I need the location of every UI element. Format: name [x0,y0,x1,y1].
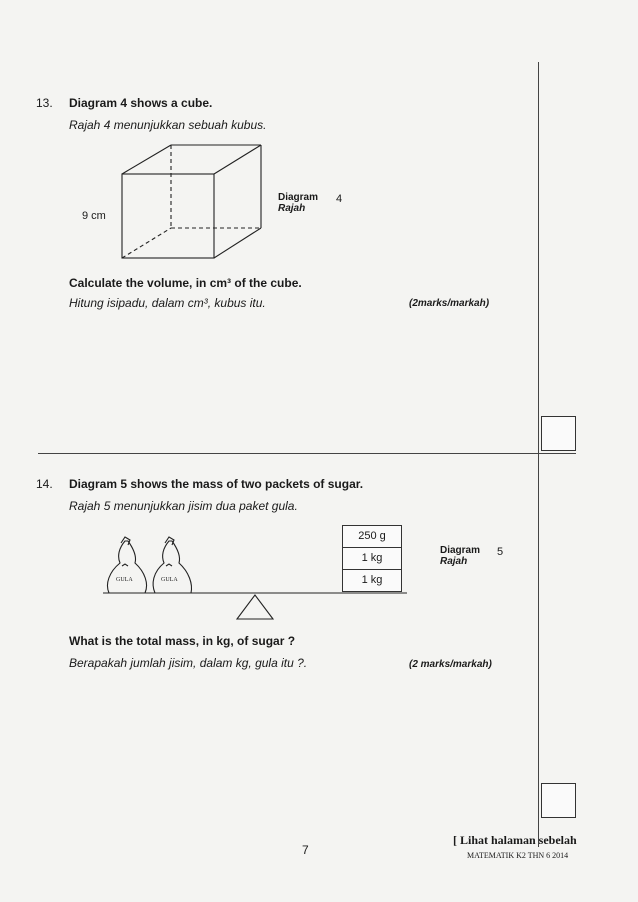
q13-question-my: Hitung isipadu, dalam cm³, kubus itu. [69,296,266,310]
margin-line [538,62,539,847]
paper-code: MATEMATIK K2 THN 6 2014 [467,851,569,860]
q13-title-my: Rajah 4 menunjukkan sebuah kubus. [69,118,267,132]
q13-diagram-number: 4 [336,193,343,205]
weight-label: 1 kg [361,574,383,586]
weight-label: 1 kg [361,552,383,564]
q14-diagram-label-en: Diagram [440,545,481,556]
page-number: 7 [302,843,309,857]
q13-question-en: Calculate the volume, in cm³ of the cube. [69,276,302,290]
q14-question-my: Berapakah jumlah jisim, dalam kg, gula itu ?. [69,656,308,670]
weight-label: 250 g [358,530,386,542]
weight-box-1kg-b [342,570,402,592]
cube-side-label: 9 cm [82,210,106,222]
q14-diagram-label [440,545,480,567]
q14-diagram-label-my: Rajah [440,556,468,567]
q14-marks: (2 marks/markah) [409,659,492,670]
weight-box-250g [342,525,402,548]
q13-title-en: Diagram 4 shows a cube. [69,96,213,110]
next-page-note: [ Lihat halaman sebelah [453,833,577,847]
q14-number: 14. [36,477,53,491]
q14-title-my: Rajah 5 menunjukkan jisim dua paket gula. [69,499,298,513]
cube-diagram [115,140,270,265]
sugar-bag-1-label: GULA [116,577,133,583]
q14-diagram-number: 5 [497,546,504,558]
q14-title-en: Diagram 5 shows the mass of two packets of sugar. [69,477,364,491]
weight-box-1kg-a [342,548,402,570]
q14-answer-box[interactable] [541,783,576,818]
q13-diagram-label [278,192,318,214]
sugar-bag-2-label: GULA [161,577,178,583]
q13-diagram-label-my: Rajah [278,203,306,214]
q13-marks: (2marks/markah) [409,298,490,309]
weights-stack [342,525,402,592]
q14-question-en: What is the total mass, in kg, of sugar ? [69,634,296,648]
q13-answer-box[interactable] [541,416,576,451]
q13-diagram-label-en: Diagram [278,192,319,203]
section-divider [38,453,576,454]
q13-number: 13. [36,96,53,110]
